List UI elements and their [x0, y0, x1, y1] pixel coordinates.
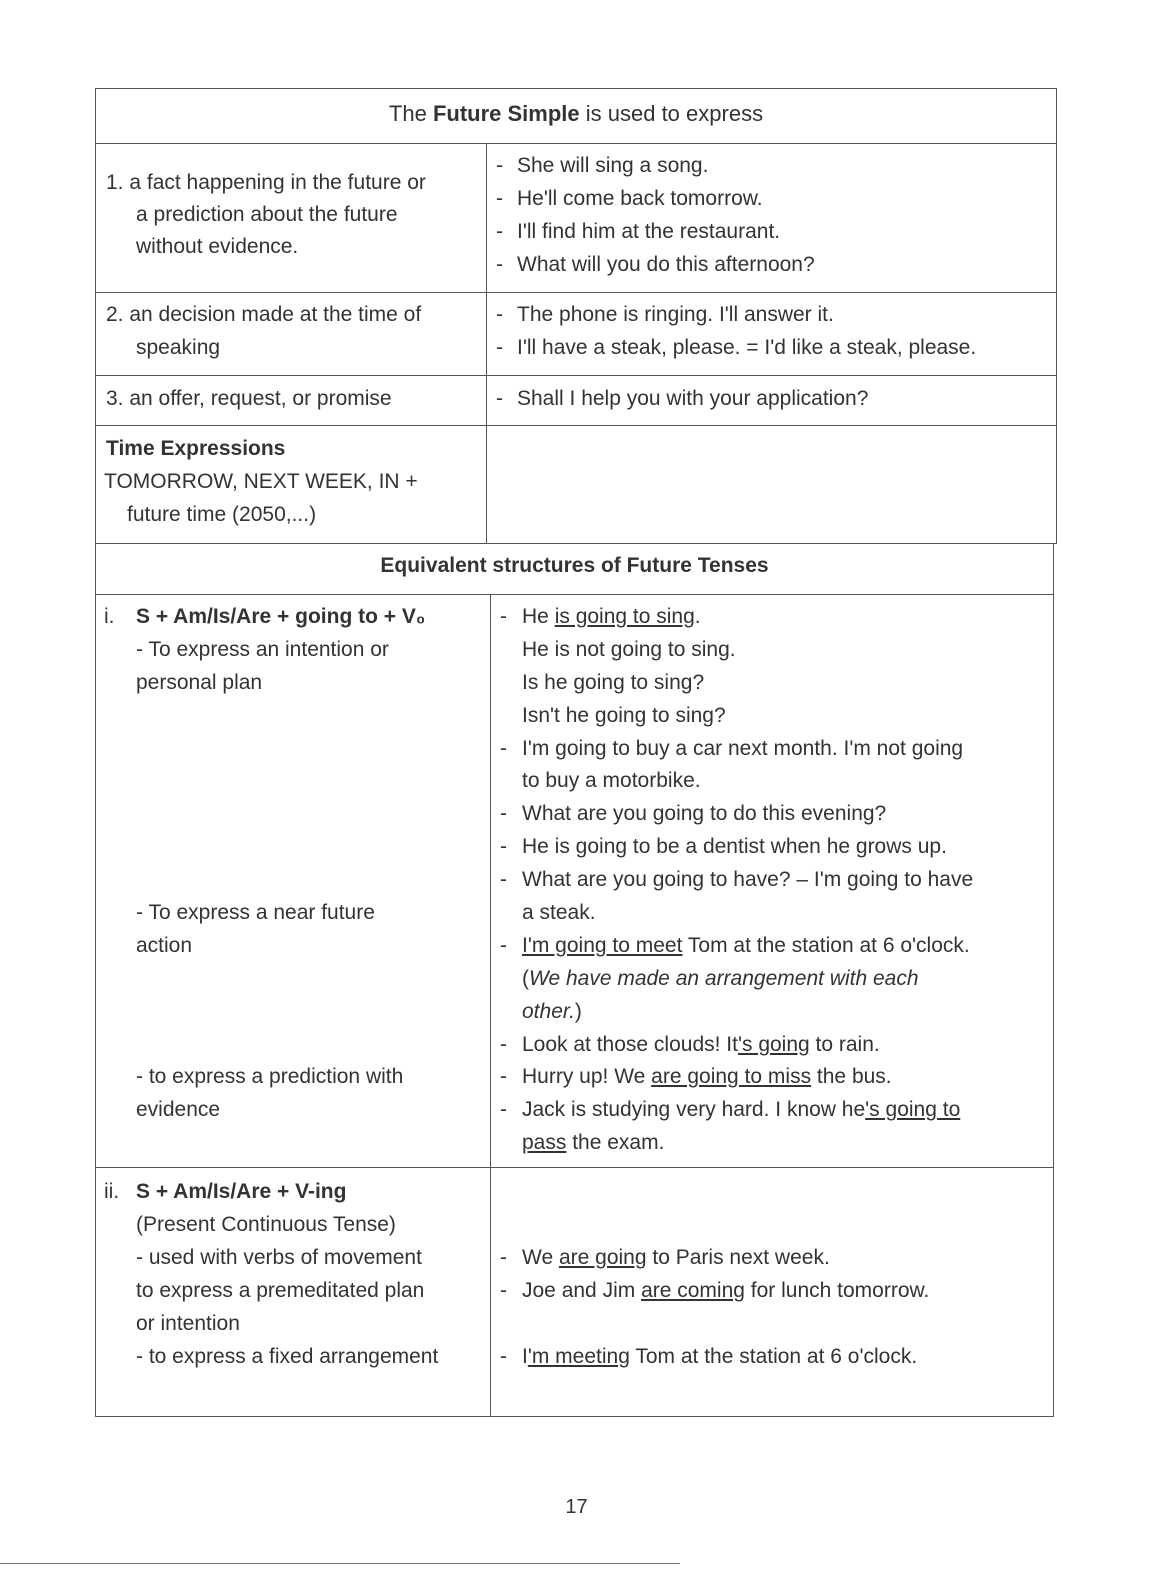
example-sentence: What are you going to have? – I'm going to have — [522, 868, 974, 891]
example-sentence: She will sing a song. — [517, 154, 709, 177]
use-fact-prediction: 1. a fact happening in the future or — [106, 171, 426, 194]
example-sentence: Hurry up! We are going to miss the bus. — [522, 1065, 892, 1088]
example-sentence: Joe and Jim are coming for lunch tomorrow. — [522, 1279, 930, 1302]
use-offer: 3. an offer, request, or promise — [106, 387, 392, 410]
row-divider — [95, 425, 1057, 426]
bullet: - — [500, 934, 507, 957]
example-sentence: He is not going to sing. — [522, 638, 736, 661]
structure-number: i. — [104, 605, 115, 628]
example-sentence: Is he going to sing? — [522, 671, 705, 694]
bullet: - — [496, 303, 503, 326]
bullet: - — [496, 336, 503, 359]
example-sentence: We are going to Paris next week. — [522, 1246, 830, 1269]
example-sentence: Look at those clouds! It's going to rain. — [522, 1033, 880, 1056]
bullet: - — [500, 1098, 507, 1121]
example-sentence: I'll find him at the restaurant. — [517, 220, 781, 243]
table-title: The Future Simple is used to express — [388, 101, 764, 126]
bullet: - — [496, 387, 503, 410]
bullet: - — [500, 605, 507, 628]
bullet: - — [496, 220, 503, 243]
bullet: - — [500, 835, 507, 858]
use-intention: - To express an intention or — [136, 638, 389, 661]
example-sentence: to buy a motorbike. — [522, 769, 701, 792]
example-sentence: What are you going to do this evening? — [522, 802, 887, 825]
bullet: - — [500, 802, 507, 825]
column-divider — [490, 594, 491, 1417]
use-prediction-evidence: - to express a prediction with — [136, 1065, 404, 1088]
example-sentence: Shall I help you with your application? — [517, 387, 869, 410]
row-divider — [95, 594, 1054, 595]
bullet: - — [500, 1246, 507, 1269]
column-divider — [486, 143, 487, 544]
bottom-rule — [0, 1563, 680, 1564]
use-premeditated-plan: or intention — [136, 1312, 240, 1335]
bullet: - — [500, 1345, 507, 1368]
example-sentence: He is going to sing. — [522, 605, 701, 628]
use-prediction-evidence: evidence — [136, 1098, 221, 1121]
example-sentence: a steak. — [522, 901, 596, 924]
example-note: other.) — [522, 1000, 582, 1023]
row-divider — [95, 375, 1057, 376]
structure-subtitle: (Present Continuous Tense) — [136, 1213, 396, 1236]
time-expressions-title: Time Expressions — [106, 437, 286, 460]
use-intention: personal plan — [136, 671, 263, 694]
example-sentence: pass the exam. — [522, 1131, 665, 1154]
example-sentence: I'm meeting Tom at the station at 6 o'clock. — [522, 1345, 918, 1368]
row-divider — [95, 292, 1057, 293]
structure-formula: S + Am/Is/Are + going to + V₀ — [136, 605, 426, 628]
use-near-future: action — [136, 934, 193, 957]
section-title: Equivalent structures of Future Tenses — [380, 554, 769, 577]
example-sentence: Jack is studying very hard. I know he's going to — [522, 1098, 961, 1121]
bullet: - — [496, 187, 503, 210]
bullet: - — [496, 253, 503, 276]
example-sentence: The phone is ringing. I'll answer it. — [517, 303, 834, 326]
use-fact-prediction: a prediction about the future — [136, 203, 398, 226]
example-sentence: What will you do this afternoon? — [517, 253, 815, 276]
example-sentence: He'll come back tomorrow. — [517, 187, 763, 210]
structure-formula: S + Am/Is/Are + V-ing — [136, 1180, 347, 1203]
structure-number: ii. — [104, 1180, 120, 1203]
example-sentence: I'm going to buy a car next month. I'm not going — [522, 737, 964, 760]
example-note: (We have made an arrangement with each — [522, 967, 919, 990]
time-expressions-line: future time (2050,...) — [127, 503, 317, 526]
time-expressions-line: TOMORROW, NEXT WEEK, IN + — [104, 470, 418, 493]
bullet: - — [496, 154, 503, 177]
example-sentence: I'm going to meet Tom at the station at 6 o'clock. — [522, 934, 970, 957]
bullet: - — [500, 737, 507, 760]
page-number: 17 — [565, 1496, 588, 1518]
bullet: - — [500, 1033, 507, 1056]
bullet: - — [500, 1065, 507, 1088]
row-divider — [95, 143, 1057, 144]
bullet: - — [500, 1279, 507, 1302]
example-sentence: He is going to be a dentist when he grows up. — [522, 835, 947, 858]
row-divider — [95, 1167, 1054, 1168]
use-fact-prediction: without evidence. — [136, 235, 299, 258]
example-sentence: Isn't he going to sing? — [522, 704, 726, 727]
use-near-future: - To express a near future — [136, 901, 375, 924]
example-sentence: I'll have a steak, please. = I'd like a steak, please. — [517, 336, 977, 359]
use-decision: 2. an decision made at the time of — [106, 303, 422, 326]
use-decision: speaking — [136, 336, 221, 359]
use-premeditated-plan: - used with verbs of movement — [136, 1246, 422, 1269]
use-fixed-arrangement: - to express a fixed arrangement — [136, 1345, 439, 1368]
use-premeditated-plan: to express a premeditated plan — [136, 1279, 425, 1302]
bullet: - — [500, 868, 507, 891]
